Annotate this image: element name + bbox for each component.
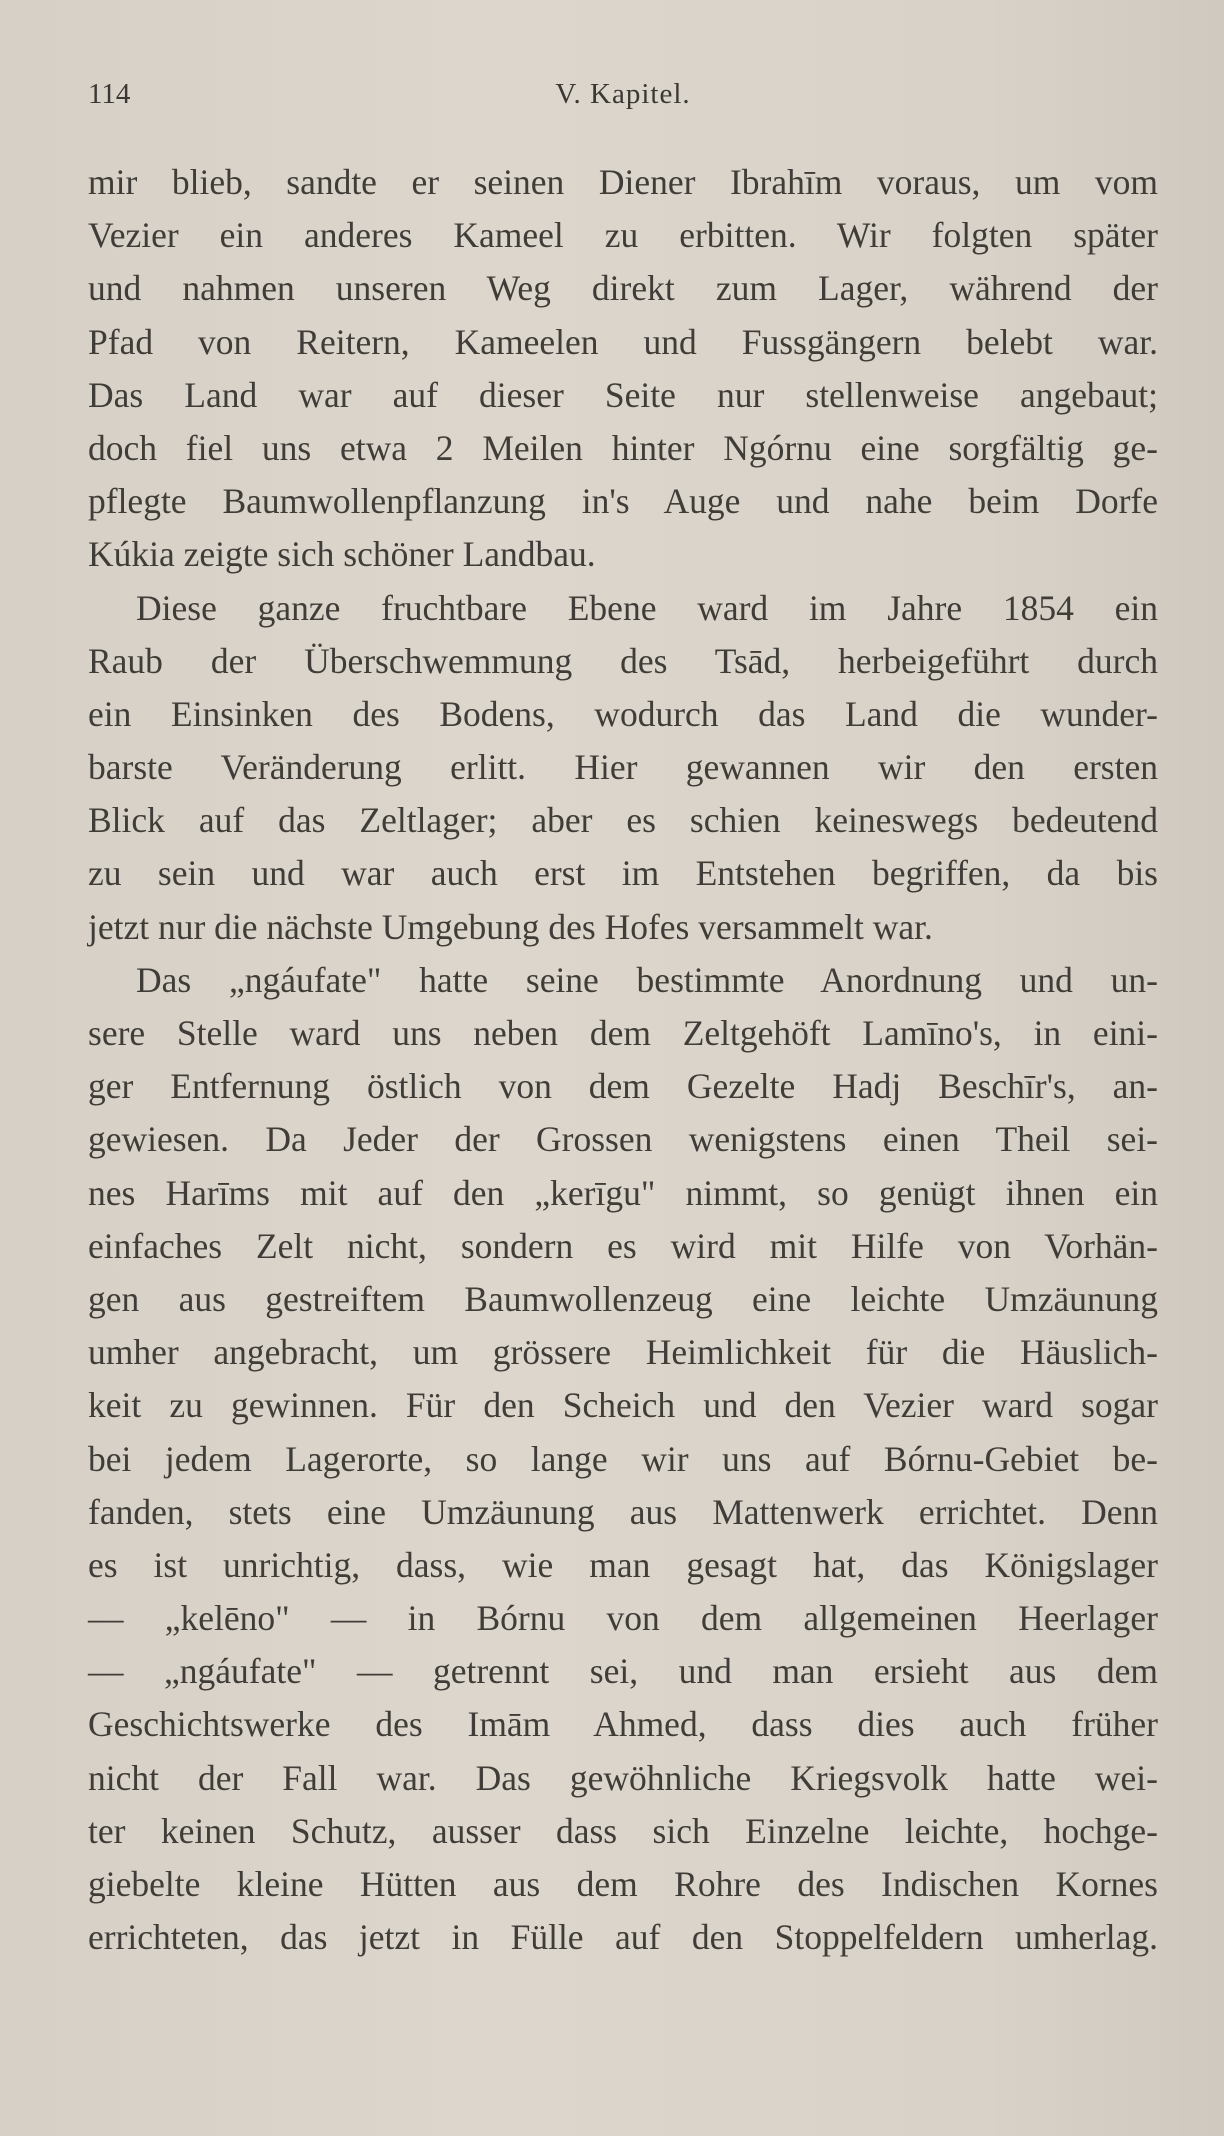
text-line: jetzt nur die nächste Umgebung des Hofes versammelt war. [88, 906, 933, 947]
text-line: giebelte kleine Hütten aus dem Rohre des Indischen Kornes [88, 1864, 1158, 1904]
text-line: ein Einsinken des Bodens, wodurch das Land die wunder- [88, 693, 1158, 734]
text-line: Das „ngáufate" hatte seine bestimmte Anordnung und un- [136, 959, 1158, 1000]
text-line: umher angebracht, um grössere Heimlichkeit für die Häuslich- [88, 1332, 1158, 1373]
text-line: errichteten, das jetzt in Fülle auf den Stoppelfeldern umherlag. [88, 1917, 1158, 1958]
text-line: Kúkia zeigte sich schöner Landbau. [88, 534, 596, 575]
text-line: gewiesen. Da Jeder der Grossen wenigstens einen Theil sei- [88, 1119, 1158, 1160]
text-line: Das Land war auf dieser Seite nur stellenweise angebaut; [88, 374, 1158, 415]
text-line: nes Harīms mit auf den „kerīgu" nimmt, so genügt ihnen ein [88, 1172, 1158, 1213]
text-line: Pfad von Reitern, Kameelen und Fussgängern belebt war. [88, 321, 1158, 362]
text-line: ger Entfernung östlich von dem Gezelte Hadj Beschīr's, an- [88, 1066, 1158, 1107]
text-line: ter keinen Schutz, ausser dass sich Einzelne leichte, hochge- [88, 1810, 1158, 1851]
text-line: nicht der Fall war. Das gewöhnliche Kriegsvolk hatte wei- [88, 1757, 1158, 1798]
text-line: Geschichtswerke des Imām Ahmed, dass dies auch früher [88, 1704, 1158, 1745]
text-line: fanden, stets eine Umzäunung aus Mattenwerk errichtet. Denn [88, 1491, 1158, 1532]
text-line: sere Stelle ward uns neben dem Zeltgehöft Lamīno's, in eini- [88, 1013, 1158, 1053]
page-header [88, 78, 1158, 118]
text-line: — „ngáufate" — getrennt sei, und man ersieht aus dem [88, 1651, 1158, 1692]
text-line: Raub der Überschwemmung des Tsād, herbeigeführt durch [88, 640, 1158, 681]
text-line: es ist unrichtig, dass, wie man gesagt hat, das Königslager [88, 1544, 1158, 1585]
text-line: Blick auf das Zeltlager; aber es schien keineswegs bedeutend [88, 800, 1158, 841]
page-number: 114 [88, 78, 131, 110]
text-line: zu sein und war auch erst im Entstehen begriffen, da bis [88, 853, 1158, 894]
text-line: einfaches Zelt nicht, sondern es wird mit Hilfe von Vorhän- [88, 1225, 1158, 1266]
text-line: und nahmen unseren Weg direkt zum Lager, während der [88, 268, 1158, 309]
text-line: barste Veränderung erlitt. Hier gewannen wir den ersten [88, 747, 1158, 788]
text-line: gen aus gestreiftem Baumwollenzeug eine leichte Umzäunung [88, 1278, 1158, 1319]
text-line: Diese ganze fruchtbare Ebene ward im Jahre 1854 ein [136, 587, 1158, 628]
text-line: — „kelēno" — in Bórnu von dem allgemeinen Heerlager [88, 1598, 1158, 1639]
text-line: bei jedem Lagerorte, so lange wir uns auf Bórnu-Gebiet be- [88, 1438, 1158, 1479]
text-line: doch fiel uns etwa 2 Meilen hinter Ngórnu eine sorgfältig ge- [88, 427, 1158, 468]
body-text [88, 156, 1158, 1964]
text-line: pflegte Baumwollenpflanzung in's Auge und nahe beim Dorfe [88, 481, 1158, 522]
running-head: V. Kapitel. [555, 78, 691, 110]
text-line: mir blieb, sandte er seinen Diener Ibrahīm voraus, um vom [88, 162, 1158, 202]
text-line: keit zu gewinnen. Für den Scheich und den Vezier ward sogar [88, 1385, 1158, 1426]
text-line: Vezier ein anderes Kameel zu erbitten. Wir folgten später [88, 215, 1158, 256]
